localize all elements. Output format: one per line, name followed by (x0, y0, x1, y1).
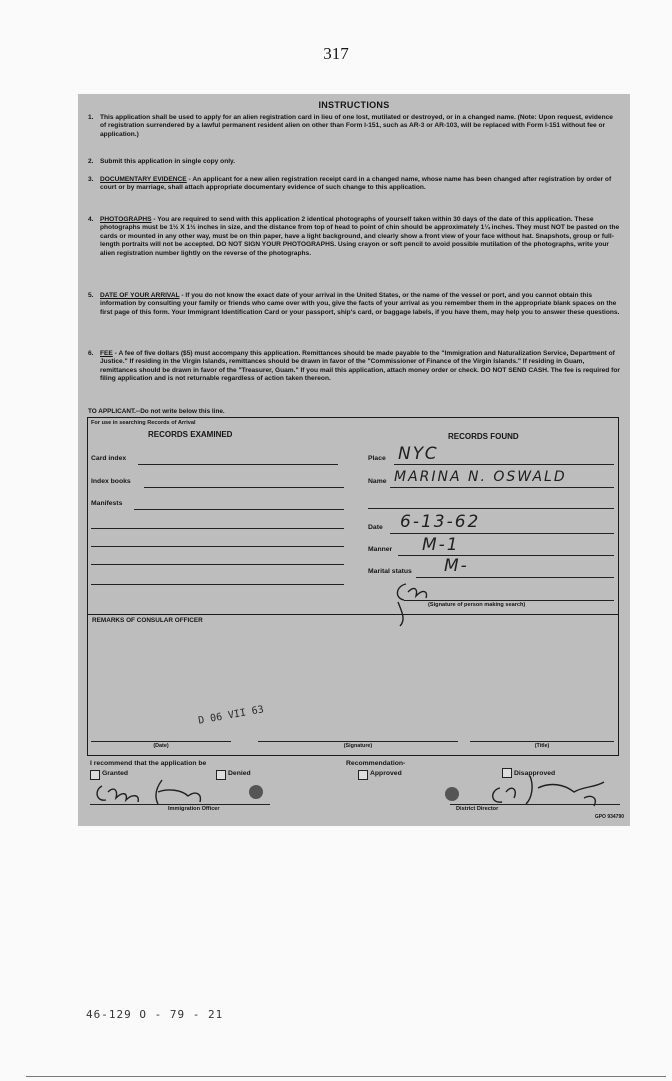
director-caption: District Director (456, 806, 499, 812)
marital-status-value: M- (444, 556, 469, 576)
remarks-label: REMARKS OF CONSULAR OFFICER (92, 617, 203, 624)
to-applicant-note: TO APPLICANT.--Do not write below this line. (88, 408, 225, 415)
use-note: For use in searching Records of Arrival (91, 420, 196, 426)
disapproved-label: Disapproved (514, 770, 556, 777)
instructions-title: INSTRUCTIONS (318, 100, 390, 110)
card-index-label: Card index (91, 455, 127, 462)
officer-caption: Immigration Officer (168, 806, 220, 812)
recommendation-label: Recommendation- (346, 760, 406, 767)
records-examined-heading: RECORDS EXAMINED (148, 430, 233, 439)
manifests-label: Manifests (91, 500, 123, 507)
date-value: 6-13-62 (400, 512, 481, 532)
marital-status-label: Marital status (368, 568, 412, 575)
name-value: MARINA N. OSWALD (394, 469, 567, 485)
place-value: NYC (398, 444, 439, 464)
manner-label: Manner (368, 546, 393, 553)
bottom-rule (26, 1076, 666, 1077)
page-number: 317 (323, 44, 349, 63)
date-label: Date (368, 524, 383, 531)
signature-caption: (Signature of person making search) (428, 602, 526, 608)
approved-checkbox[interactable] (358, 770, 368, 780)
approved-label: Approved (370, 770, 402, 777)
date-caption: (Date) (153, 743, 169, 749)
footer-code: 46-129 O - 79 - 21 (86, 1008, 224, 1021)
index-books-label: Index books (91, 478, 131, 485)
decision-section (78, 758, 630, 824)
name-label: Name (368, 478, 387, 485)
records-box (87, 417, 619, 756)
signature-title-caption: (Signature) (343, 743, 373, 749)
granted-label: Granted (102, 770, 129, 777)
gpo-code: GPO 934790 (594, 814, 624, 820)
director-signature (434, 768, 624, 808)
date-stamp: D 06 VII 63 (197, 704, 265, 727)
officer-signature (92, 774, 272, 808)
manner-value: M-1 (422, 535, 460, 555)
place-label: Place (368, 455, 386, 462)
records-found-heading: RECORDS FOUND (448, 432, 519, 441)
scanned-form: INSTRUCTIONS 1. This application shall be used to apply for an alien registration card in lieu of one lost, mutilated or destroyed, or in a changed name. (Note: Upon request, evidence of registration surrendered by a lawful permanent resident alien on other than Form I-151, such as AR-3 or AR-103, will be replaced with Form I-151 without fee or application.) 2. Submit this application in single copy only. 3. DOCUMENTARY EVIDENCE - An applicant for a new alien registration receipt card in a changed name, whose name has been changed after registration by order of court or by marriage, shall attach appropriate documentary evidence of such change to this application. 4. PHOTOGRAPHS - You are required to send with this application 2 identical photographs of yourself taken within 30 days of the date of this application. These photographs must be 1½ X 1½ inches in size, and the distance from top of head to point of chin should be approximately 1¼ inches. They must NOT be pasted on the cards or mounted in any other way, must be on thin paper, have a light background, and clearly show a front view of your face without hat. Snapshots, group or full-length portraits will not be accepted. DO NOT SIGN YOUR PHOTOGRAPHS. Using crayon or soft pencil to avoid possible mutilation of the photographs, write your alien registration number lightly on the reverse of the photographs. 5. DATE OF YOUR ARRIVAL - If you do not know the exact date of your arrival in the United States, or the name of the vessel or port, and you cannot obtain this information by consulting your family or friends who came over with you, give the facts of your arrival as you remember them in the appropriate blank spaces on the first page of this form. Your Immigrant Identification Card or your passport, ship's card, or baggage labels, if you have them, may help you to answer these questions. 6. FEE - A fee of five dollars ($5) must accompany this application. Remittances should be made payable to the "Immigration and Naturalization Service, Department of Justice." If residing in the Virgin Islands, remittances should be drawn in favor of the "Commissioner of Finance of the Virgin Islands." If residing in Guam, remittances should be drawn in favor of the "Treasurer, Guam." If you mail this application, attach money order or check. DO NOT SEND CASH. The fee is required for filing application and is not returnable regardless of action taken thereon. TO APPLICANT.--Do not write below this line. For use in searching Records of Arrival RECORDS EXAMINED RECORDS FOUND Card index Index books Manifests Place NYC Name MARINA N. OSWALD Date 6-13-62 Manner M-1 Marital status M- (Signature of person making search) REMARKS OF CONSULAR OFFICER D 06 VII 63 (Date) (Signature) (Title) I recommend that the application be Granted Denied Recommendation- Approved Disapproved Immigration Officer District Director GPO 934790 (78, 94, 630, 826)
denied-label: Denied (228, 770, 251, 777)
instruction-item-1: 1. This application shall be used to apply for an alien registration card in lieu of one lost, mutilated or destroyed, or in a changed name. (Note: Upon request, evidence of registration surrendered by a lawful permanent resident alien on other than Form I-151, such as AR-3 or AR-103, will be replaced with Form I-151 without fee or application.) (88, 114, 613, 138)
recommend-text: I recommend that the application be (90, 760, 207, 767)
title-caption: (Title) (534, 743, 550, 749)
